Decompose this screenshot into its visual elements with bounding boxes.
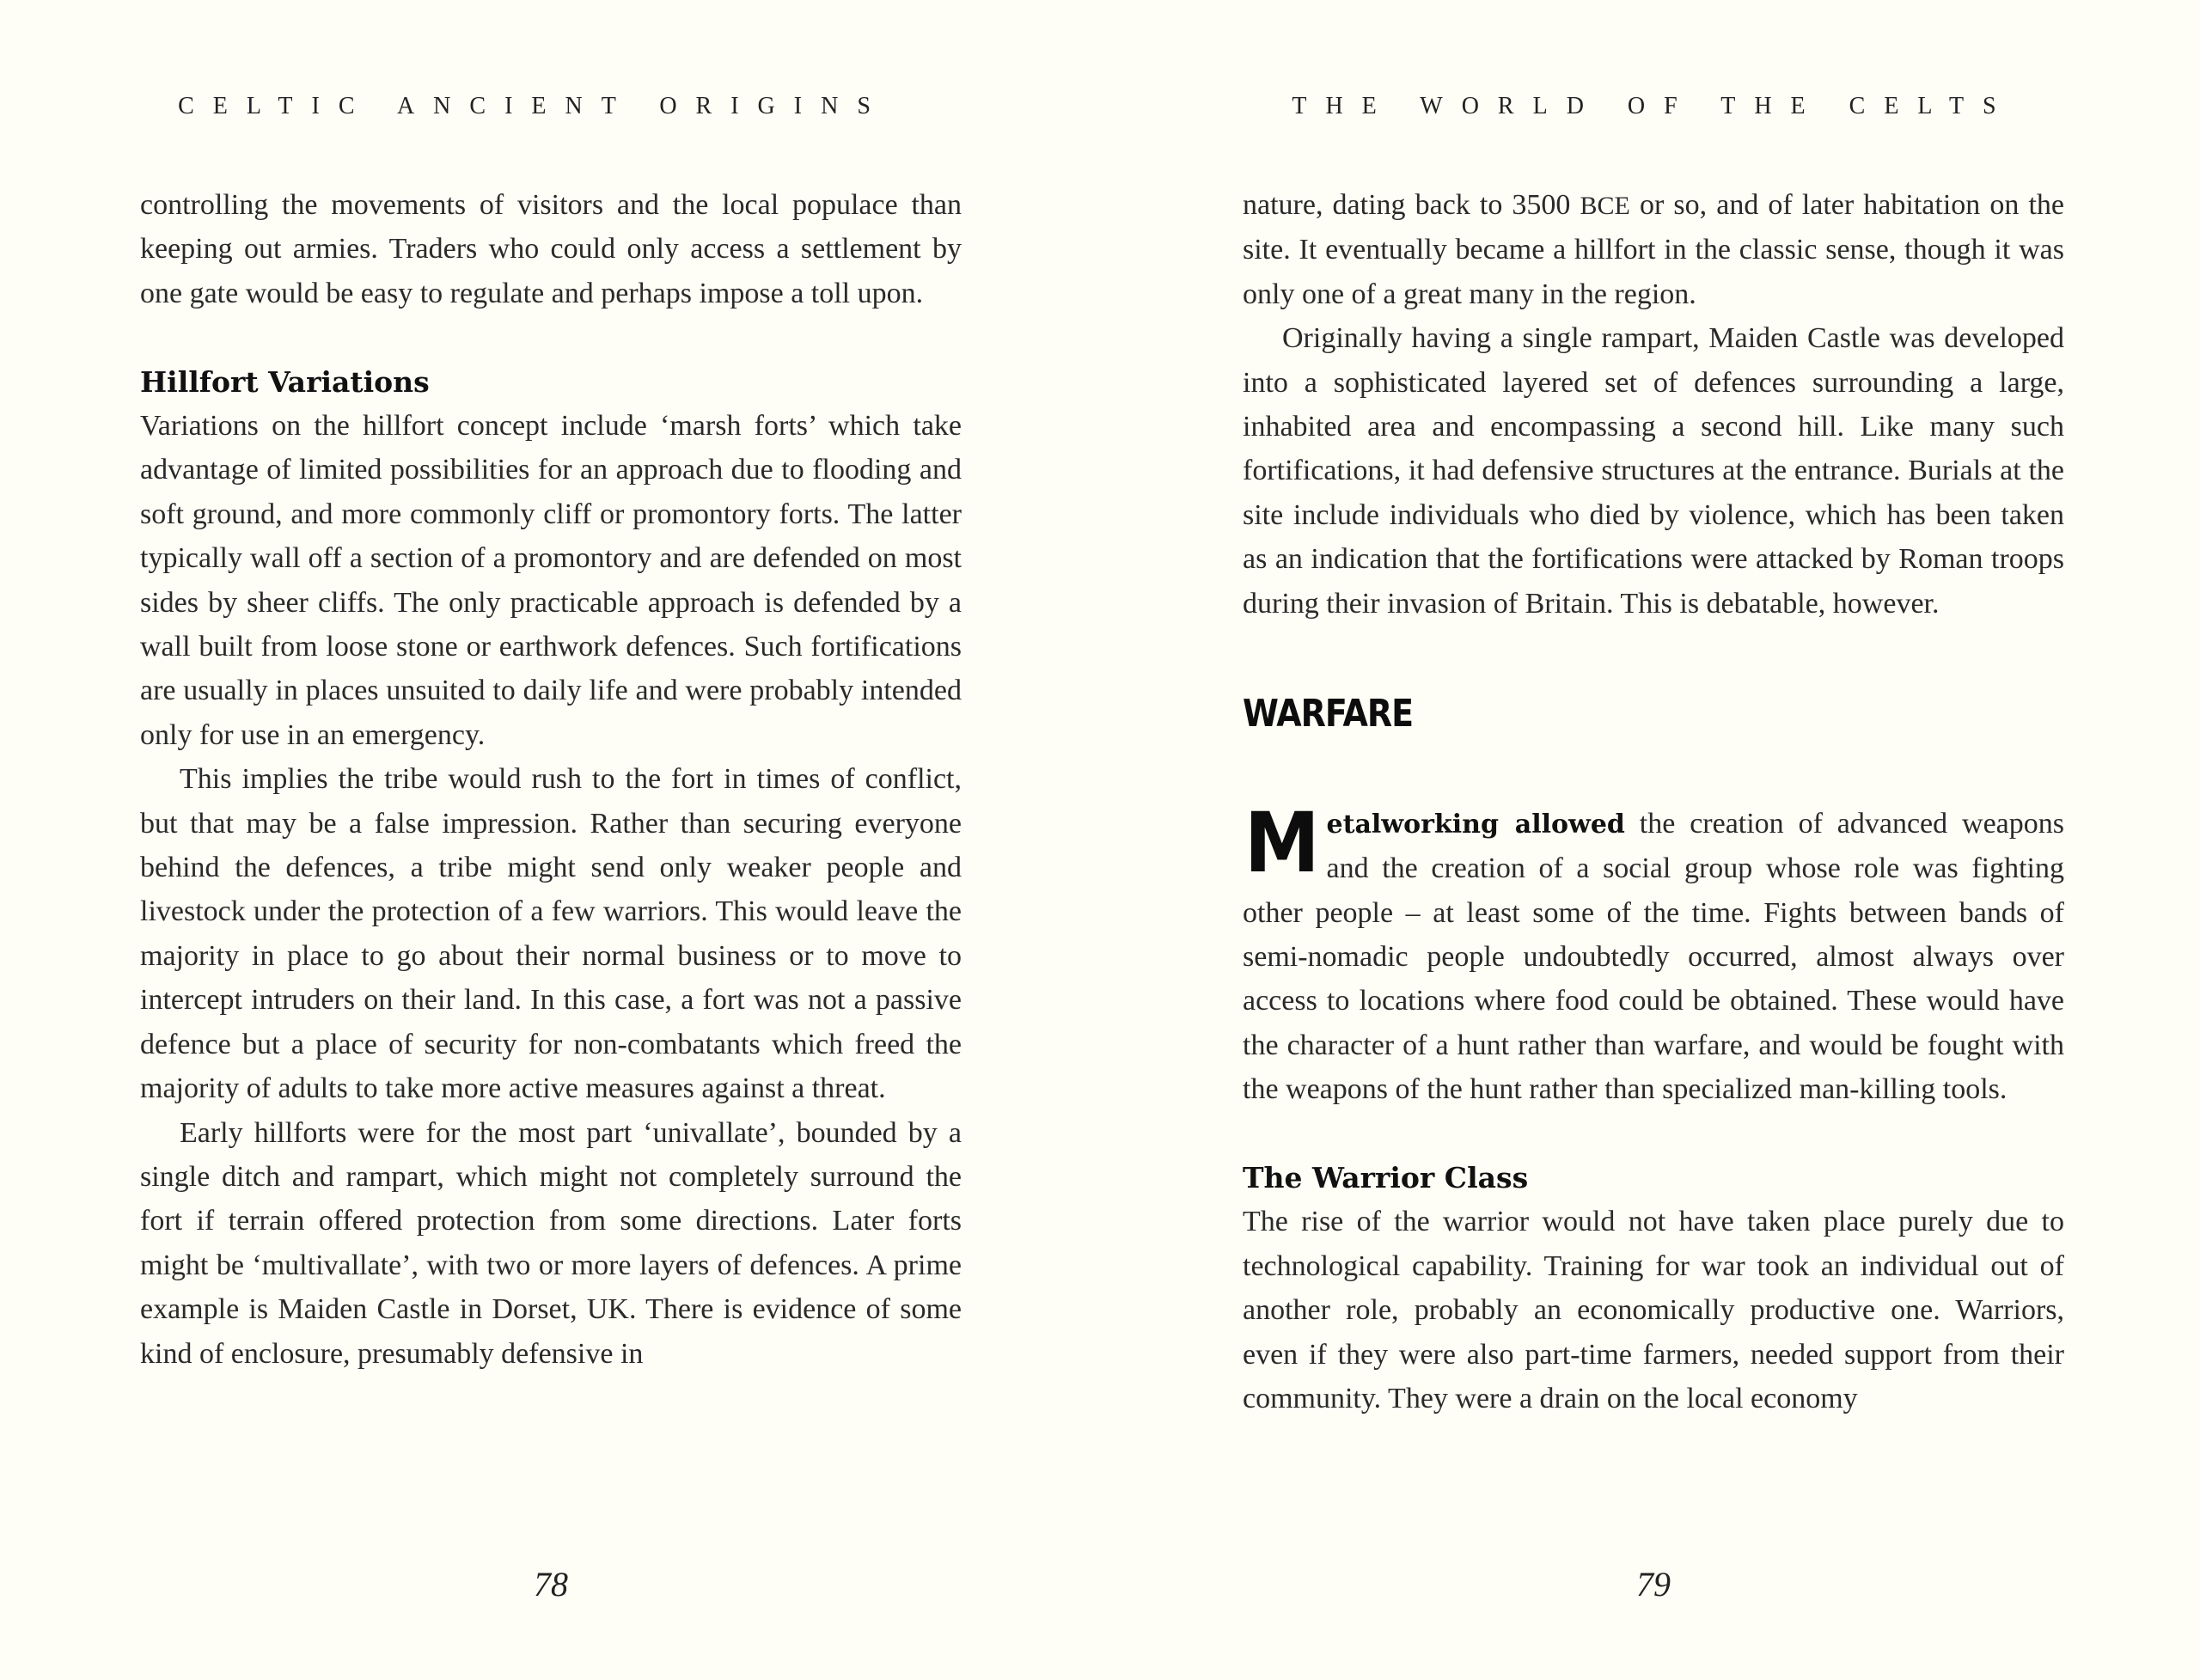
right-page-body: [1243, 183, 2064, 1421]
era-abbreviation: BCE: [1580, 192, 1630, 220]
running-head-right: THE WORLD OF THE CELTS: [1292, 93, 2015, 119]
page-number-right: 79: [1636, 1565, 1671, 1604]
paragraph-text: the creation of advanced weapons and the creation of a social group whose role was fighting other people – at least some of the time. Fights between bands of semi-nomadic people undoubtedly occurred, almost always over access to locations where food could be obtained. These would have the character of a hunt rather than warfare, and would be fought with the weapons of the hunt rather than specialized man-killing tools.: [1243, 807, 2064, 1106]
paragraph-continued: [1243, 183, 2064, 316]
left-page-body: [140, 183, 962, 1376]
paragraph-with-drop-cap: [1243, 794, 2064, 1112]
spacer: [140, 315, 962, 359]
paragraph-text: nature, dating back to 3500: [1243, 189, 1580, 221]
page-number-left: 78: [534, 1565, 568, 1604]
paragraph-text: or so, and of later habitation on the site. It eventually became a hillfort in the classic sense, though it was only one of a great many in the region.: [1243, 189, 2064, 310]
paragraph: Variations on the hillfort concept include ‘marsh forts’ which take advantage of limited possibilities for an approach due to flooding and soft ground, and more commonly cliff or promontory forts. The latter typically wall off a section of a promontory and are defended on most sides by sheer cliffs. The only practicable approach is defended by a wall built from loose stone or earthwork defences. Such fortifications are usually in places unsuited to daily life and were probably intended only for use in an emergency.: [140, 410, 962, 751]
paragraph: Early hillforts were for the most part ‘univallate’, bounded by a single ditch and rampart, which might not completely surround the fort if terrain offered protection from some directions. Later forts might be ‘multivallate’, with two or more layers of defences. A prime example is Maiden Castle in Dorset, UK. There is evidence of some kind of enclosure, presumably defensive in: [140, 1116, 962, 1370]
paragraph-continued: controlling the movements of visitors and the local populace than keeping out armies. Traders who could only access a settlement by one gate would be easy to regulate and perhaps impose a toll upon.: [140, 189, 962, 309]
drop-cap: M: [1244, 794, 1320, 891]
paragraph: The rise of the warrior would not have taken place purely due to technological capability. Training for war took an individual out of another role, probably an economically productive one. Warriors, even if they were also part-time farmers, needed support from their community. They were a drain on the local economy: [1243, 1206, 2064, 1415]
paragraph: This implies the tribe would rush to the fort in times of conflict, but that may be a false impression. Rather than securing everyone behind the defences, a tribe might send only weaker people and livestock under the protection of a few warriors. This would leave the majority in place to go about their normal business or to move to intercept intruders on their land. In this case, a fort was not a passive defence but a place of security for non-combatants which freed the majority of adults to take more active measures against a threat.: [140, 763, 962, 1105]
section-title-warfare: WARFARE: [1243, 692, 1414, 736]
running-head-left: CELTIC ANCIENT ORIGINS: [178, 93, 889, 119]
right-page: [1243, 0, 2064, 1680]
paragraph: Originally having a single rampart, Maiden Castle was developed into a sophisticated layered set of defences surrounding a large, inhabited area and encompassing a second hill. Like many such fortifications, it had defensive structures at the entrance. Burials at the site include individuals who died by violence, which has been taken as an indication that the fortifications were attacked by Roman troops during their invasion of Britain. This is debatable, however.: [1243, 322, 2064, 620]
left-page: [140, 0, 962, 1680]
spacer: [1243, 1112, 2064, 1156]
subhead-hillfort-variations: Hillfort Variations: [140, 364, 430, 399]
lead-in-text: etalworking allowed: [1326, 809, 1625, 840]
spacer: [1243, 757, 2064, 801]
subhead-warrior-class: The Warrior Class: [1243, 1161, 1529, 1195]
